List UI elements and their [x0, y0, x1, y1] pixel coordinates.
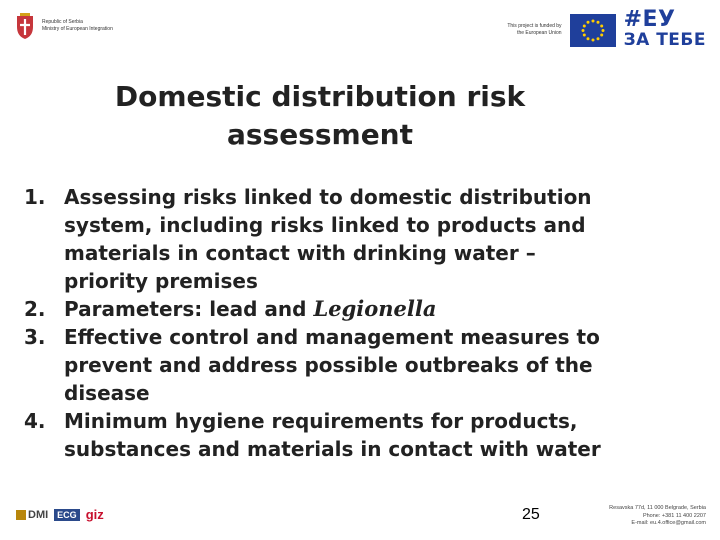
serbia-coat-of-arms-icon	[14, 12, 36, 40]
list-item-line: system, including risks linked to products and	[64, 213, 586, 237]
list-item-line: Minimum hygiene requirements for products,	[64, 409, 578, 433]
list-item	[24, 407, 704, 463]
dmi-mark-icon	[16, 510, 26, 520]
ministry-text	[42, 19, 113, 33]
address-line1: Resavska 77d, 11 000 Belgrade, Serbia	[609, 505, 706, 511]
list-item-text	[64, 183, 704, 295]
ecg-logo: ECG	[54, 509, 80, 521]
list-item	[24, 323, 704, 407]
funded-line2: the European Union	[517, 30, 562, 36]
list-item-line: substances and materials in contact with water	[64, 437, 601, 461]
funded-line1: This project is funded by	[507, 23, 562, 29]
giz-logo: giz	[85, 507, 104, 522]
list-item-number: 3.	[24, 325, 46, 349]
list-item-line: disease	[64, 381, 150, 405]
eu-logo-block	[496, 7, 706, 50]
list-item-line: prevent and address possible outbreaks of the	[64, 353, 593, 377]
list-item-line: Effective control and management measures to	[64, 325, 600, 349]
title-line1: Domestic distribution risk	[114, 80, 526, 113]
funded-by-text	[496, 23, 562, 37]
ministry-line2: Ministry of European Integration	[42, 26, 113, 32]
eu-flag-icon	[570, 14, 616, 47]
list-item	[24, 295, 704, 323]
list-item-text	[64, 407, 704, 463]
address-line3: E-mail: eu.4.office@gmail.com	[631, 520, 706, 526]
list-item-line: Assessing risks linked to domestic distribution	[64, 185, 592, 209]
contact-address	[596, 505, 706, 528]
eu-tag-line2: ЗА ТЕБЕ	[623, 30, 706, 50]
partner-logos	[16, 507, 104, 522]
legionella-italic: Legionella	[313, 296, 437, 321]
eu-tag-line1: #ЕУ	[623, 7, 676, 32]
list-item-text	[64, 323, 704, 407]
numbered-list	[24, 183, 704, 463]
ministry-logo-block	[14, 12, 113, 40]
list-item	[24, 183, 704, 295]
title-line2: assessment	[226, 118, 414, 151]
list-item-prefix: Parameters: lead and	[64, 297, 314, 321]
list-item-number: 2.	[24, 297, 46, 321]
list-item-line: materials in contact with drinking water –	[64, 241, 536, 265]
ministry-line1: Republic of Serbia	[42, 19, 83, 25]
page-number: 25	[522, 506, 540, 523]
list-item-text	[64, 295, 704, 323]
dmi-logo	[16, 509, 48, 521]
list-item-number: 4.	[24, 409, 46, 433]
address-line2: Phone: +381 11 400 2207	[642, 512, 706, 519]
slide-title	[0, 78, 720, 154]
eu-for-you-logo	[623, 7, 706, 50]
dmi-logo-text: DMI	[28, 508, 49, 521]
list-item-line: priority premises	[64, 269, 258, 293]
list-item-number: 1.	[24, 185, 46, 209]
